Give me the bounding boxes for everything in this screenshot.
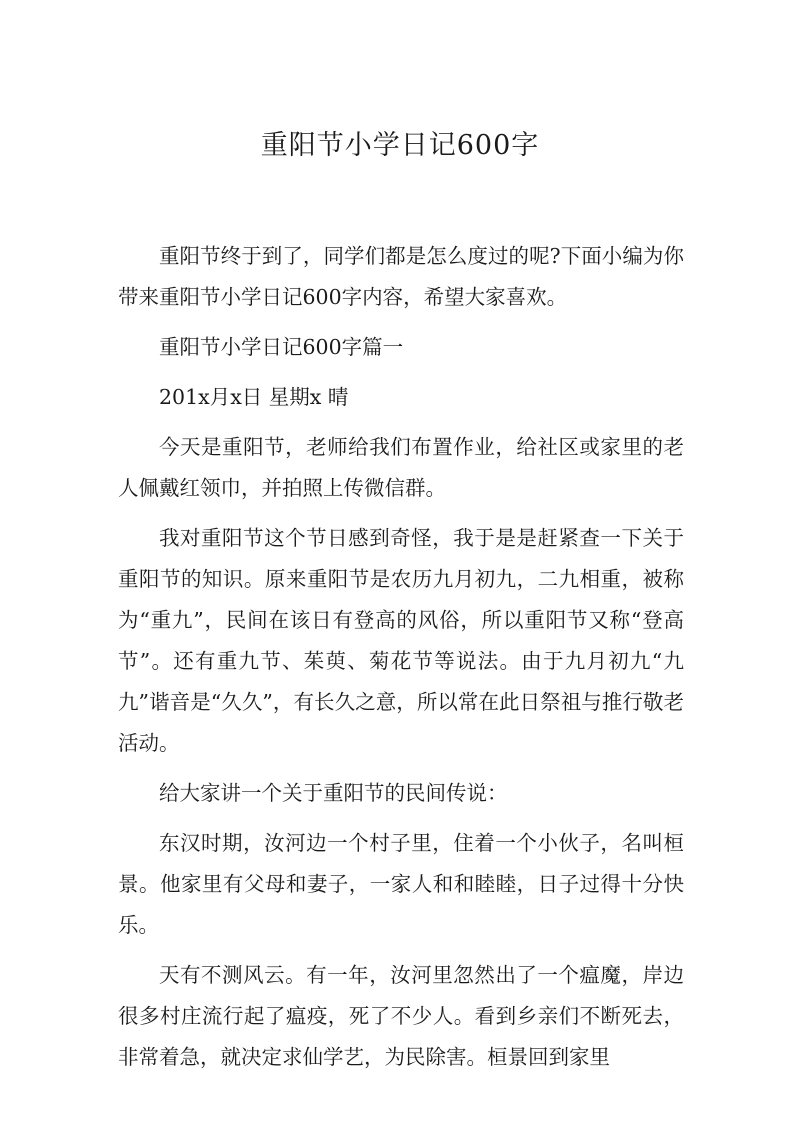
paragraph-intro: 重阳节终于到了，同学们都是怎么度过的呢?下面小编为你带来重阳节小学日记600字内容，希望大家喜欢。 [118,244,684,309]
paragraph: 今天是重阳节，老师给我们布置作业，给社区或家里的老人佩戴红领巾，并拍照上传微信群。 [118,435,684,500]
paragraph-date-line: 201x月x日 星期x 晴 [159,385,349,409]
paragraph: 我对重阳节这个节日感到奇怪，我于是是赶紧查一下关于重阳节的知识。原来重阳节是农历九月初九，二九相重，被称为“重九”，民间在该日有登高的风俗，所以重阳节又称“登高节”。还有重九节、茱萸、菊花节等说法。由于九月初九“九九”谐音是“久久”，有长久之意，所以常在此日祭祖与推行敬老活动。 [118,526,684,755]
paragraph-section-heading: 重阳节小学日记600字篇一 [159,335,404,359]
paragraph: 给大家讲一个关于重阳节的民间传说： [159,781,508,805]
document-title: 重阳节小学日记600字 [260,130,540,161]
paragraph: 天有不测风云。有一年，汝河里忽然出了一个瘟魔，岸边很多村庄流行起了瘟疫，死了不少人。看到乡亲们不断死去，非常着急，就决定求仙学艺，为民除害。桓景回到家里 [118,963,684,1069]
paragraph: 东汉时期，汝河边一个村子里，住着一个小伙子，名叫桓景。他家里有父母和妻子，一家人和和睦睦，日子过得十分快乐。 [118,831,684,937]
document-body [118,236,684,1087]
